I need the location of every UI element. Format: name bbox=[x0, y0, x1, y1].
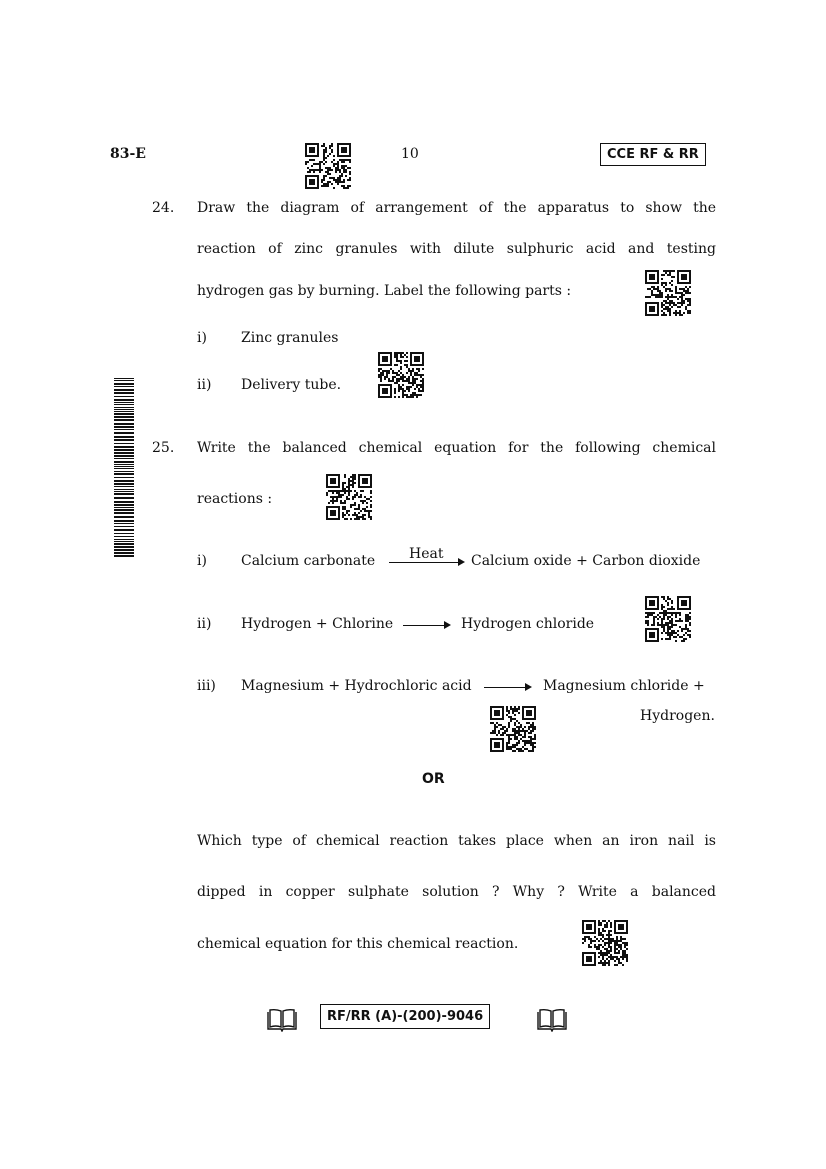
question-24-item-2-text: Delivery tube. bbox=[241, 377, 342, 393]
question-24-item-1-number: i) bbox=[197, 330, 207, 346]
reaction-2-reactants: Hydrogen + Chlorine bbox=[241, 616, 394, 632]
reaction-3-products: Magnesium chloride + bbox=[543, 678, 705, 694]
qr-code-icon bbox=[305, 143, 351, 189]
footer-paper-code: RF/RR (A)-(200)-9046 bbox=[320, 1004, 490, 1029]
question-24-line-2: reaction of zinc granules with dilute sulphuric acid and testing bbox=[197, 241, 716, 257]
reaction-2-number: ii) bbox=[197, 616, 212, 632]
qr-code-icon bbox=[645, 596, 691, 642]
question-25-line-1: Write the balanced chemical equation for the following chemical bbox=[197, 440, 716, 456]
alternative-question-line-2: dipped in copper sulphate solution ? Why ? Write a balanced bbox=[197, 884, 716, 900]
book-icon bbox=[536, 1008, 568, 1032]
reaction-3-reactants: Magnesium + Hydrochloric acid bbox=[241, 678, 472, 694]
reaction-1-condition: Heat bbox=[409, 546, 444, 562]
barcode-icon bbox=[114, 378, 134, 560]
question-24-line-3: hydrogen gas by burning. Label the following parts : bbox=[197, 283, 572, 299]
book-icon bbox=[266, 1008, 298, 1032]
qr-code-icon bbox=[582, 920, 628, 966]
question-24-item-2-number: ii) bbox=[197, 377, 212, 393]
qr-code-icon bbox=[378, 352, 424, 398]
question-25-number: 25. bbox=[152, 440, 175, 456]
question-24-line-1: Draw the diagram of arrangement of the apparatus to show the bbox=[197, 200, 716, 216]
paper-code-right: CCE RF & RR bbox=[600, 143, 706, 166]
question-24-number: 24. bbox=[152, 200, 175, 216]
reaction-2-products: Hydrogen chloride bbox=[461, 616, 595, 632]
reaction-1-number: i) bbox=[197, 553, 207, 569]
alternative-question-line-1: Which type of chemical reaction takes place when an iron nail is bbox=[197, 833, 716, 849]
reaction-arrow-icon bbox=[484, 687, 530, 688]
reaction-3-number: iii) bbox=[197, 678, 216, 694]
alternative-question-line-3: chemical equation for this chemical reaction. bbox=[197, 936, 519, 952]
reaction-arrow-icon bbox=[389, 562, 463, 563]
reaction-1-products: Calcium oxide + Carbon dioxide bbox=[471, 553, 701, 569]
question-24-item-1-text: Zinc granules bbox=[241, 330, 339, 346]
qr-code-icon bbox=[645, 270, 691, 316]
page-number: 10 bbox=[401, 146, 419, 162]
reaction-1-reactants: Calcium carbonate bbox=[241, 553, 376, 569]
paper-code-left: 83-E bbox=[110, 146, 146, 162]
qr-code-icon bbox=[326, 474, 372, 520]
reaction-arrow-icon bbox=[403, 625, 449, 626]
reaction-3-products-continued: Hydrogen. bbox=[640, 708, 715, 724]
question-25-line-2: reactions : bbox=[197, 491, 273, 507]
or-divider: OR bbox=[422, 771, 445, 787]
qr-code-icon bbox=[490, 706, 536, 752]
